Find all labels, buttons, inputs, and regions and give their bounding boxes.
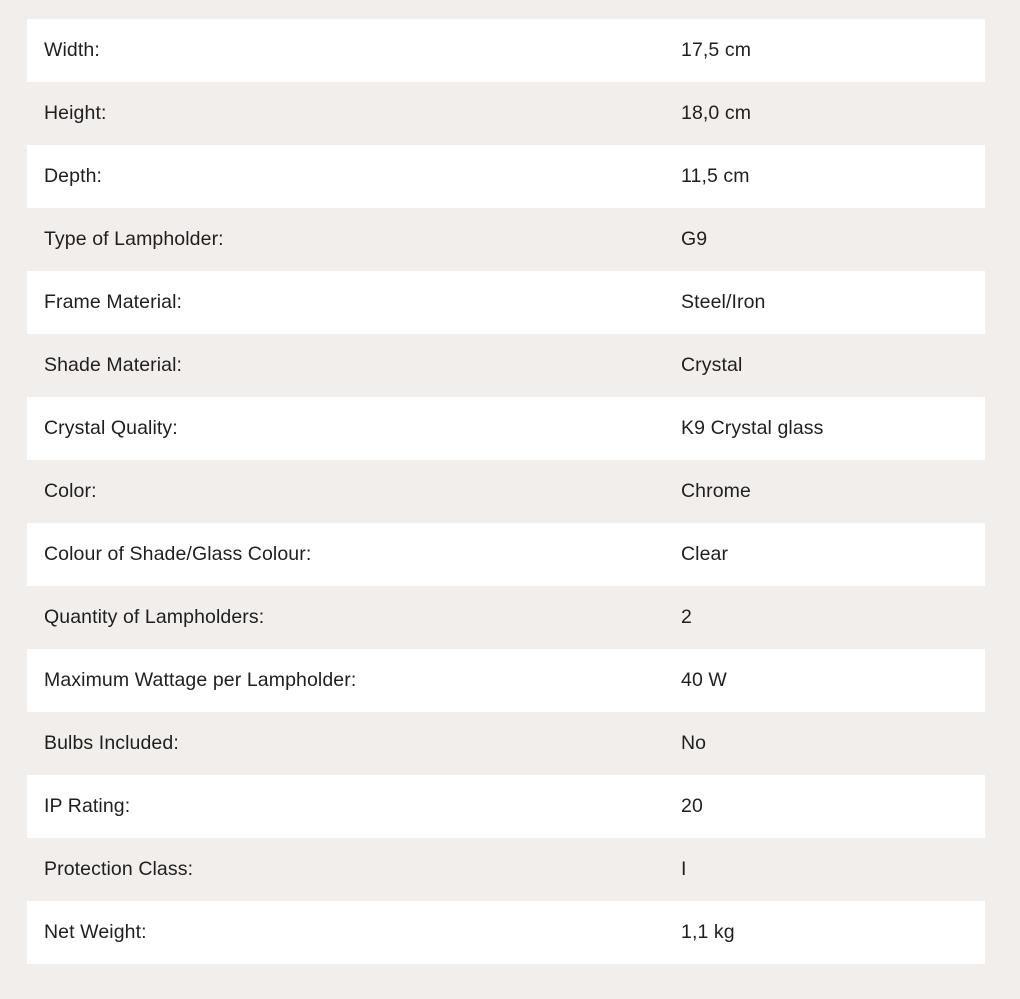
spec-value: Clear: [681, 543, 729, 565]
spec-value: 17,5 cm: [681, 39, 752, 61]
spec-label: Colour of Shade/Glass Colour:: [44, 543, 312, 565]
spec-value: Crystal: [681, 354, 743, 376]
spec-label: Crystal Quality:: [44, 417, 178, 439]
spec-row-net-weight: [27, 901, 985, 964]
spec-row-width: [27, 19, 985, 82]
spec-row-shade-colour: [27, 523, 985, 586]
spec-label: Height:: [44, 102, 107, 124]
spec-label: Maximum Wattage per Lampholder:: [44, 669, 357, 691]
spec-value: 18,0 cm: [681, 102, 752, 124]
spec-value: Chrome: [681, 480, 751, 502]
spec-value: 40 W: [681, 669, 727, 691]
spec-value: 2: [681, 606, 692, 628]
spec-label: Frame Material:: [44, 291, 183, 313]
spec-label: Bulbs Included:: [44, 732, 179, 754]
spec-label: Protection Class:: [44, 858, 194, 880]
spec-label: Width:: [44, 39, 100, 61]
spec-label: Quantity of Lampholders:: [44, 606, 265, 628]
spec-value: 1,1 kg: [681, 921, 735, 943]
spec-value: 20: [681, 795, 703, 817]
spec-label: Shade Material:: [44, 354, 183, 376]
spec-row-frame-material: [27, 271, 985, 334]
spec-value: Steel/Iron: [681, 291, 766, 313]
spec-row-max-wattage: [27, 649, 985, 712]
spec-row-ip-rating: [27, 775, 985, 838]
spec-value: K9 Crystal glass: [681, 417, 824, 439]
spec-label: Type of Lampholder:: [44, 228, 224, 250]
spec-value: 11,5 cm: [681, 165, 750, 187]
spec-row-crystal-quality: [27, 397, 985, 460]
spec-row-protection-class: [27, 838, 985, 901]
spec-label: Depth:: [44, 165, 103, 187]
spec-row-lampholder-type: [27, 208, 985, 271]
spec-label: IP Rating:: [44, 795, 131, 817]
spec-row-lampholder-quantity: [27, 586, 985, 649]
spec-row-height: [27, 82, 985, 145]
spec-value: G9: [681, 228, 708, 250]
spec-label: Net Weight:: [44, 921, 147, 943]
spec-row-color: [27, 460, 985, 523]
spec-value: I: [681, 858, 687, 880]
spec-row-shade-material: [27, 334, 985, 397]
spec-row-depth: [27, 145, 985, 208]
spec-label: Color:: [44, 480, 97, 502]
specifications-table: [27, 19, 985, 964]
spec-value: No: [681, 732, 707, 754]
spec-row-bulbs-included: [27, 712, 985, 775]
